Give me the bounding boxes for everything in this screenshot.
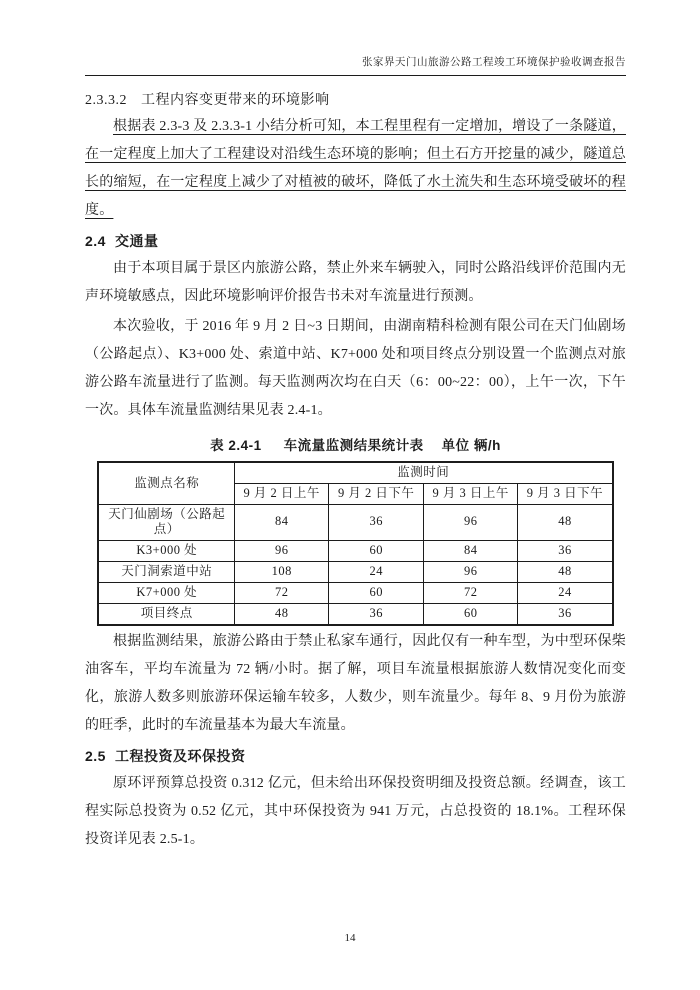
heading-number: 2.5 [85,747,106,764]
table-cell: 36 [329,504,424,540]
table-cell: 60 [329,582,424,603]
table-cell: 96 [423,504,518,540]
table-group-header: 监测时间 [234,462,612,483]
table-caption-label: 表 2.4-1 [210,438,262,453]
table-caption [85,434,626,454]
page-content [85,54,626,854]
table-col-header: 9 月 3 日上午 [423,483,518,504]
table-cell: 72 [234,582,329,603]
paragraph-change-impact: 根据表 2.3-3 及 2.3.3-1 小结分析可知，本工程里程有一定增加，增设了一条隧道，在一定程度上加大了工程建设对沿线生态环境的影响；但土石方开挖量的减少，隧道总长的缩短，在一定程度上减少了对植被的破坏，降低了水土流失和生态环境受破坏的程度。 [85,119,626,218]
table-cell: 36 [518,540,613,561]
heading-2-5 [85,745,626,767]
heading-number: 2.3.3.2 [85,93,127,108]
running-header: 张家界天门山旅游公路工程竣工环境保护验收调查报告 [85,54,626,76]
heading-2-3-3-2 [85,91,626,111]
table-cell: 96 [423,561,518,582]
table-header-row-group [98,462,612,483]
table-row [98,561,612,582]
table-cell: 36 [329,603,424,624]
table-cell: 24 [329,561,424,582]
table-cell: 96 [234,540,329,561]
heading-number: 2.4 [85,233,106,249]
paragraph-investment: 原环评预算总投资 0.312 亿元，但未给出环保投资明细及投资总额。经调查，该工程实际总投资为 0.52 亿元，其中环保投资为 941 万元，占总投资的 18.1%。工程环保投资详见表 2.5-1。 [85,775,626,847]
table-cell: 72 [423,582,518,603]
table-cell: 60 [423,603,518,624]
monitoring-point-name: K7+000 处 [98,582,234,603]
table-row [98,582,612,603]
heading-2-4 [85,230,626,252]
monitoring-point-name: 天门洞索道中站 [98,561,234,582]
traffic-monitoring-table [97,461,613,626]
table-col-header: 9 月 3 日下午 [518,483,613,504]
table-cell: 84 [234,504,329,540]
table-caption-unit: 单位 辆/h [441,438,501,453]
monitoring-point-name: 天门仙剧场（公路起点） [98,504,234,540]
heading-text: 工程投资及环保投资 [114,747,246,764]
table-cell: 108 [234,561,329,582]
table-cell: 48 [234,603,329,624]
monitoring-point-name: 项目终点 [98,603,234,624]
table-col-header: 9 月 2 日下午 [329,483,424,504]
table-row [98,504,612,540]
table-cell: 84 [423,540,518,561]
table-cell: 48 [518,504,613,540]
table-row [98,540,612,561]
table-cell: 60 [329,540,424,561]
paragraph-traffic-intro: 由于本项目属于景区内旅游公路，禁止外来车辆驶入，同时公路沿线评价范围内无声环境敏感点，因此环境影响评价报告书未对车流量进行预测。 [85,261,626,304]
table-caption-title: 车流量监测结果统计表 [283,438,424,453]
heading-text: 交通量 [114,233,159,249]
table-cell: 24 [518,582,613,603]
monitoring-point-name: K3+000 处 [98,540,234,561]
table-cell: 36 [518,603,613,624]
paragraph-monitoring-results: 根据监测结果，旅游公路由于禁止私家车通行，因此仅有一种车型，为中型环保柴油客车，平均车流量为 72 辆/小时。据了解，项目车流量根据旅游人数情况变化而变化，旅游人数多则旅游环保运输车较多，人数少，则车流量少。每年 8、9 月份为旅游的旺季，此时的车流量基本为最大车流量。 [85,633,626,733]
table-cell: 48 [518,561,613,582]
page-number: 14 [344,932,356,944]
paragraph-monitoring-setup: 本次验收，于 2016 年 9 月 2 日~3 日期间，由湖南精科检测有限公司在天门仙剧场（公路起点）、K3+000 处、索道中站、K7+000 处和项目终点分别设置一个监测点对旅游公路车流量进行了监测。每天监测两次均在白天（6：00~22：00），上午一次，下午一次。具体车流量监测结果见表 2.4-1。 [85,319,626,418]
table-corner-header: 监测点名称 [98,462,234,504]
table-row [98,603,612,624]
table-col-header: 9 月 2 日上午 [234,483,329,504]
heading-text: 工程内容变更带来的环境影响 [141,93,330,108]
